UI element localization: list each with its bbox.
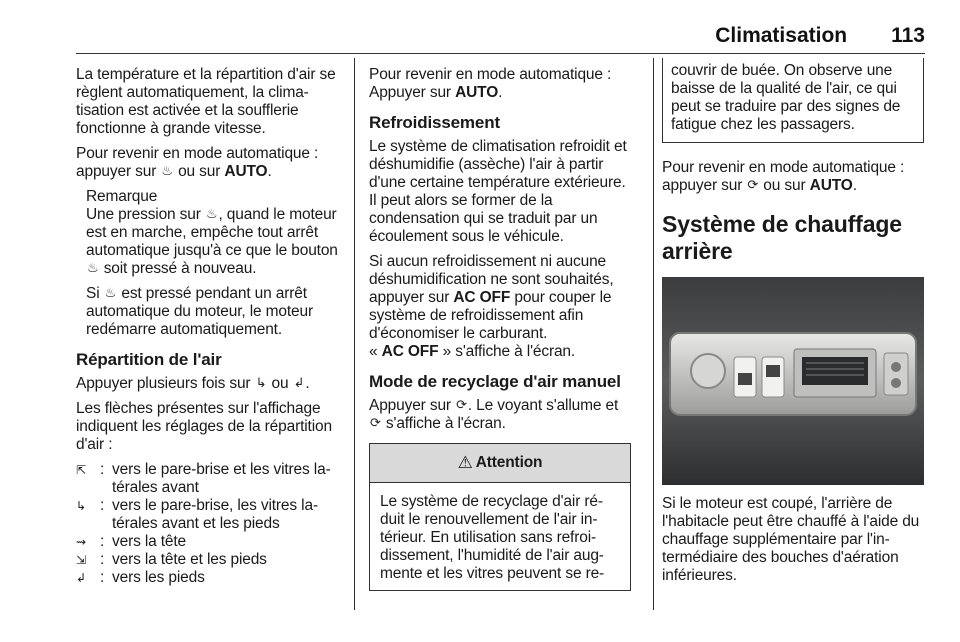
windscreen-feet-vent-icon: ↳ [76,499,86,513]
attention-title: Attention [475,454,543,471]
note-paragraph-2: Si ♨ est pressé pendant un arrêt automatique du moteur, le moteur redémarre automatiquement. [86,285,313,338]
attention-box-continued: couvrir de buée. On observe une baisse de la qualité de l'air, ce qui peut se traduire par des signes de fatigue chez les passagers. [662,58,924,143]
warning-icon: ⚠ [457,453,473,472]
auto-mode-paragraph: Pour revenir en mode automatique : appuyer sur ⟳ ou sur AUTO. [662,159,905,194]
recirculation-icon: ⟳ [747,177,759,192]
note-block [86,188,344,339]
recirculation-paragraph: Appuyer sur ⟳. Le voyant s'allume et ⟳ s'affiche à l'écran. [369,397,619,432]
fan-icon: ♨ [104,285,117,300]
auto-label: AUTO [455,84,499,101]
rear-heater-paragraph: Si le moteur est coupé, l'arrière de l'habitacle peut être chauffé à l'aide du chauffage supplémentaire par l'intermédiaire des bouches d'aération inférieures. [662,495,920,584]
repartition-paragraph: Appuyer plusieurs fois sur ↳ ou ↲. [76,375,310,392]
auto-label: AUTO [224,163,268,180]
cooling-paragraph: Le système de climatisation refroidit et déshumidifie (assèche) l'air à partir d'une certaine température extérieure. Il peut alors se former de la condensation qui se traduit par un écoulement sous le véhicule. [369,138,627,245]
air-distribution-alt-icon: ↲ [293,375,305,390]
recirculation-icon: ⟳ [370,415,381,430]
column-divider-1 [354,58,355,610]
ac-off-label: AC OFF [453,289,511,306]
arrows-paragraph: Les flèches présentes sur l'affichage indiquent les réglages de la répartition d'air : [76,400,332,453]
list-item: ⇝ : vers la tête [76,533,187,550]
ac-off-label: AC OFF [381,343,439,360]
column-divider-2 [653,58,654,610]
page-number: 113 [891,24,925,47]
section-heading-refroidissement: Refroidissement [369,113,500,132]
head-feet-vent-icon: ⇲ [76,553,86,567]
intro-paragraph: La température et la répartition d'air se règlent automatiquement, la climatisation est activée et la soufflerie fonctionne à grande vitesse. [76,66,336,137]
section-heading-repartition: Répartition de l'air [76,350,222,369]
section-heading-recyclage: Mode de recyclage d'air manuel [369,372,621,391]
recirculation-icon: ⟳ [456,397,467,412]
auto-mode-paragraph: Pour revenir en mode automatique : Appuyer sur AUTO. [369,66,612,101]
auto-mode-paragraph: Pour revenir en mode automatique : appuyer sur ♨ ou sur AUTO. [76,145,319,180]
list-item: ↲ : vers les pieds [76,569,205,586]
fan-icon: ♨ [205,206,218,221]
column-3 [662,58,926,592]
rear-heater-illustration [662,277,924,485]
fan-icon: ♨ [161,163,173,178]
ac-off-paragraph: Si aucun refroidissement ni aucune déshumidification ne sont souhaités, appuyer sur AC OFF pour couper le système de refroidissement afin d'économiser le carburant. « AC OFF » s'affiche à l'écran. [369,253,614,360]
attention-box [369,443,631,591]
page-header [76,24,925,50]
list-item: ↳ : vers le pare-brise, les vitres latérales avant et les pieds [76,497,319,532]
attention-text: Le système de recyclage d'air réduit le renouvellement de l'air intérieur. En utilisation sans refroidissement, l'humidité de l'air augmente et les vitres peuvent se re- [380,493,605,582]
section-heading-chauffage: Système de chauffage arrière [662,211,902,264]
attention-header [370,444,630,483]
note-title: Remarque [86,188,158,205]
fan-icon: ♨ [87,260,99,275]
list-item: ⇱ : vers le pare-brise et les vitres latérales avant [76,461,331,496]
head-vent-icon: ⇝ [76,535,86,549]
auto-label: AUTO [809,177,853,194]
note-paragraph-1: Une pression sur ♨, quand le moteur est en marche, empêche tout arrêt automatique jusqu'à ce que le bouton ♨ soit pressé à nouveau. [86,206,338,277]
column-2 [369,66,633,591]
column-1 [76,66,344,587]
feet-vent-icon: ↲ [76,571,86,585]
distribution-list [76,461,344,587]
header-rule [76,53,925,54]
rear-heater-photo [662,277,924,485]
list-item: ⇲ : vers la tête et les pieds [76,551,267,568]
windscreen-vent-icon: ⇱ [76,463,86,477]
page-title: Climatisation [715,24,848,47]
air-distribution-icon: ↳ [255,375,267,390]
